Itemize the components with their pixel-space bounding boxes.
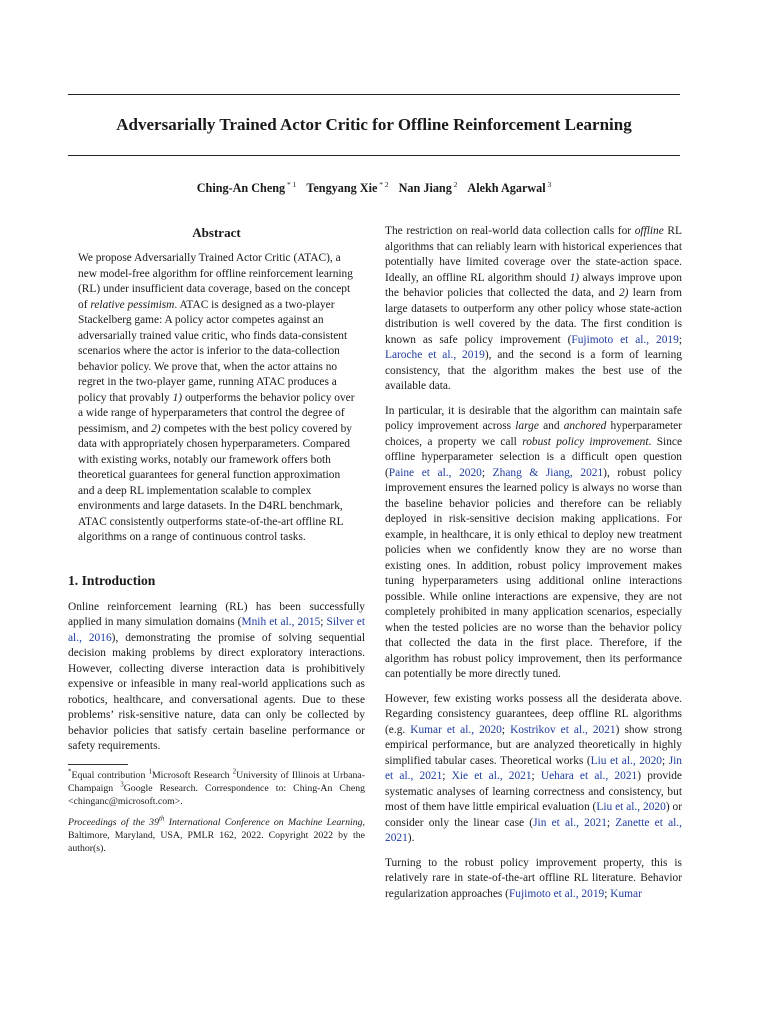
citation-link[interactable]: Paine et al., 2020 xyxy=(388,466,482,479)
emphasis: robust policy improvement xyxy=(522,435,649,448)
author-name: Tengyang Xie $^{* 2}$ xyxy=(306,179,389,195)
superscript: 1 xyxy=(148,767,152,776)
emphasis: International Conference on Machine Learning xyxy=(164,816,363,828)
footnote-affiliations: *Equal contribution $^1$Microsoft Research $^2$University of Illinois at Urbana-Champaign $^3$Google Research. Correspondence to: Ching-An Cheng <chinganc@microsoft.com>. xyxy=(68,767,365,807)
footnote-rule xyxy=(68,764,128,765)
author-list xyxy=(68,180,680,196)
intro-paragraph: Online reinforcement learning (RL) has been successfully applied in many simulation domains (Mnih et al., 2015; Silver et al., 2016), demonstrating the promise of solving sequential decision making problems by direct exploratory interactions. However, collecting diverse interaction data is prohibitively expensive or infeasible in many real-world applications such as robotics, healthcare, and conversational agents. Due to these problems’ risk-sensitive nature, data can only be collected by behavior policies that satisfy certain baseline performance or safety requirements. xyxy=(68,600,365,752)
affiliation-mark: 3 xyxy=(545,179,552,189)
emphasis: Proceedings of the 39 xyxy=(68,816,159,828)
abstract-heading: Abstract xyxy=(192,225,241,240)
citation-link[interactable]: Liu et al., 2020 xyxy=(596,801,666,813)
superscript: 3 xyxy=(120,780,124,789)
citation-link[interactable]: Mnih et al., 2015 xyxy=(241,616,321,628)
body-paragraph: Turning to the robust policy improvement property, this is relatively rare in state-of-the-art offline RL literature. Behavior regularization approaches (Fujimoto et al., 2019; Kumar xyxy=(385,856,682,900)
citation-link[interactable]: Silver et al., 2016 xyxy=(68,616,365,644)
affiliation-mark: 2 xyxy=(451,179,458,189)
emphasis: 1) xyxy=(569,271,580,284)
emphasis: large xyxy=(515,420,539,432)
left-column xyxy=(68,224,365,863)
citation-link[interactable]: Uehara et al., 2021 xyxy=(540,770,638,782)
citation-link[interactable]: Zhang & Jiang, 2021 xyxy=(492,466,604,479)
author-name: Nan Jiang $^2$ xyxy=(398,179,458,195)
paper-title: Adversarially Trained Actor Critic for Offline Reinforcement Learning xyxy=(116,115,632,134)
citation-link[interactable]: Jin et al., 2021 xyxy=(385,754,682,782)
author-name: Alekh Agarwal $^3$ xyxy=(467,179,552,195)
citation-link[interactable]: Liu et al., 2020 xyxy=(590,754,662,767)
section-heading-introduction: 1. Introduction xyxy=(68,572,156,588)
affiliation-mark: * 1 xyxy=(285,179,297,189)
emphasis: offline xyxy=(634,225,664,237)
citation-link[interactable]: Jin et al., 2021 xyxy=(533,816,607,829)
emphasis: 1) xyxy=(172,391,183,404)
body-paragraph: However, few existing works possess all the desiderata above. Regarding consistency guarantees, deep offline RL algorithms (e.g. Kumar et al., 2020; Kostrikov et al., 2021) show strong empirical performance, but are analyzed theoretically in highly simplified tabular cases. Theoretical works (Liu et al., 2020; Jin et al., 2021; Xie et al., 2021; Uehara et al., 2021) provide systematic analyses of learning correctness and consistency, but most of them have little empirical evaluation (Liu et al., 2020) or consider only the linear case (Jin et al., 2021; Zanette et al., 2021). xyxy=(385,692,683,844)
affiliation-mark: * 2 xyxy=(377,179,389,189)
emphasis: anchored xyxy=(563,420,607,432)
citation-link[interactable]: Zanette et al., 2021 xyxy=(385,816,682,844)
superscript: 2 xyxy=(232,767,237,776)
body-paragraph: The restriction on real-world data collection calls for offline RL algorithms that can reliably learn with historical experiences that potentially have limited coverage over the state-action space. Ideally, an offline RL algorithm should 1) always improve upon the behavior policies that collected the data, and 2) learn from large datasets to outperform any other policy whose state-action distribution is well covered by the data. The first condition is known as safe policy improvement (Fujimoto et al., 2019; Laroche et al., 2019), and the second is a form of learning consistency, that the algorithm makes the best use of the available data. xyxy=(385,225,682,392)
footnote-proceedings: Proceedings of the 39th International Conference on Machine Learning, Baltimore, Maryland, USA, PMLR 162, 2022. Copyright 2022 by the author(s). xyxy=(68,814,365,854)
emphasis: 2) xyxy=(151,422,161,435)
emphasis: relative pessimism xyxy=(90,298,175,311)
emphasis: 2) xyxy=(618,287,629,299)
citation-link[interactable]: Xie et al., 2021 xyxy=(451,770,532,782)
superscript: th xyxy=(158,814,165,823)
citation-link[interactable]: Kumar xyxy=(610,887,642,900)
citation-link[interactable]: Fujimoto et al., 2019 xyxy=(508,887,605,900)
header-rule-top xyxy=(68,94,680,95)
citation-link[interactable]: Laroche et al., 2019 xyxy=(385,349,485,361)
body-paragraph: In particular, it is desirable that the algorithm can maintain safe policy improvement across large and anchored hyperparameter choices, a property we call robust policy improvement. Since offline hyperparameter selection is a difficult open question (Paine et al., 2020; Zhang & Jiang, 2021), robust policy improvement ensures the learned policy is always no worse than the baseline behavior policies and therefore can be reliably deployed in risk-sensitive decision making applications. For example, in healthcare, it is only ethical to deploy new treatment policies when we confidently know they are no worse than existing ones. In addition, robust policy improvement makes tuning hyperparameters using additional online interactions possible. While online interactions are expensive, they are not completely prohibited in many application scenarios, especially when the tested policies are no worse than the behavior policy that collected the data in the first place. Therefore, if the algorithm has robust policy improvement, then its performance can potentially be more directly tuned. xyxy=(385,404,683,680)
abstract-text: We propose Adversarially Trained Actor Critic (ATAC), a new model-free algorithm for offline reinforcement learning (RL) under insufficient data coverage, based on the concept of relative pessimism. ATAC is designed as a two-player Stackelberg game: A policy actor competes against an adversarially trained value critic, who finds data-consistent scenarios where the actor is inferior to the data-collection behavior policy. We prove that, when the actor attains no regret in the two-player game, running ATAC produces a policy that provably 1) outperforms the behavior policy over a wide range of hyperparameters that control the degree of pessimism, and 2) competes with the best policy covered by data with appropriately chosen hyperparameters. Compared with existing works, notably our framework offers both theoretical guarantees for general function approximation and a deep RL implementation scalable to complex environments and large datasets. In the D4RL benchmark, ATAC consistently outperforms state-of-the-art offline RL algorithms on a range of continuous control tasks. xyxy=(78,252,355,543)
superscript: * xyxy=(68,767,72,776)
author-name: Ching-An Cheng $^{* 1}$ xyxy=(196,179,297,195)
right-column xyxy=(385,224,682,911)
citation-link[interactable]: Kostrikov et al., 2021 xyxy=(510,723,616,736)
header-rule-bottom xyxy=(68,155,680,156)
citation-link[interactable]: Kumar et al., 2020 xyxy=(410,723,502,736)
citation-link[interactable]: Fujimoto et al., 2019 xyxy=(571,333,679,346)
